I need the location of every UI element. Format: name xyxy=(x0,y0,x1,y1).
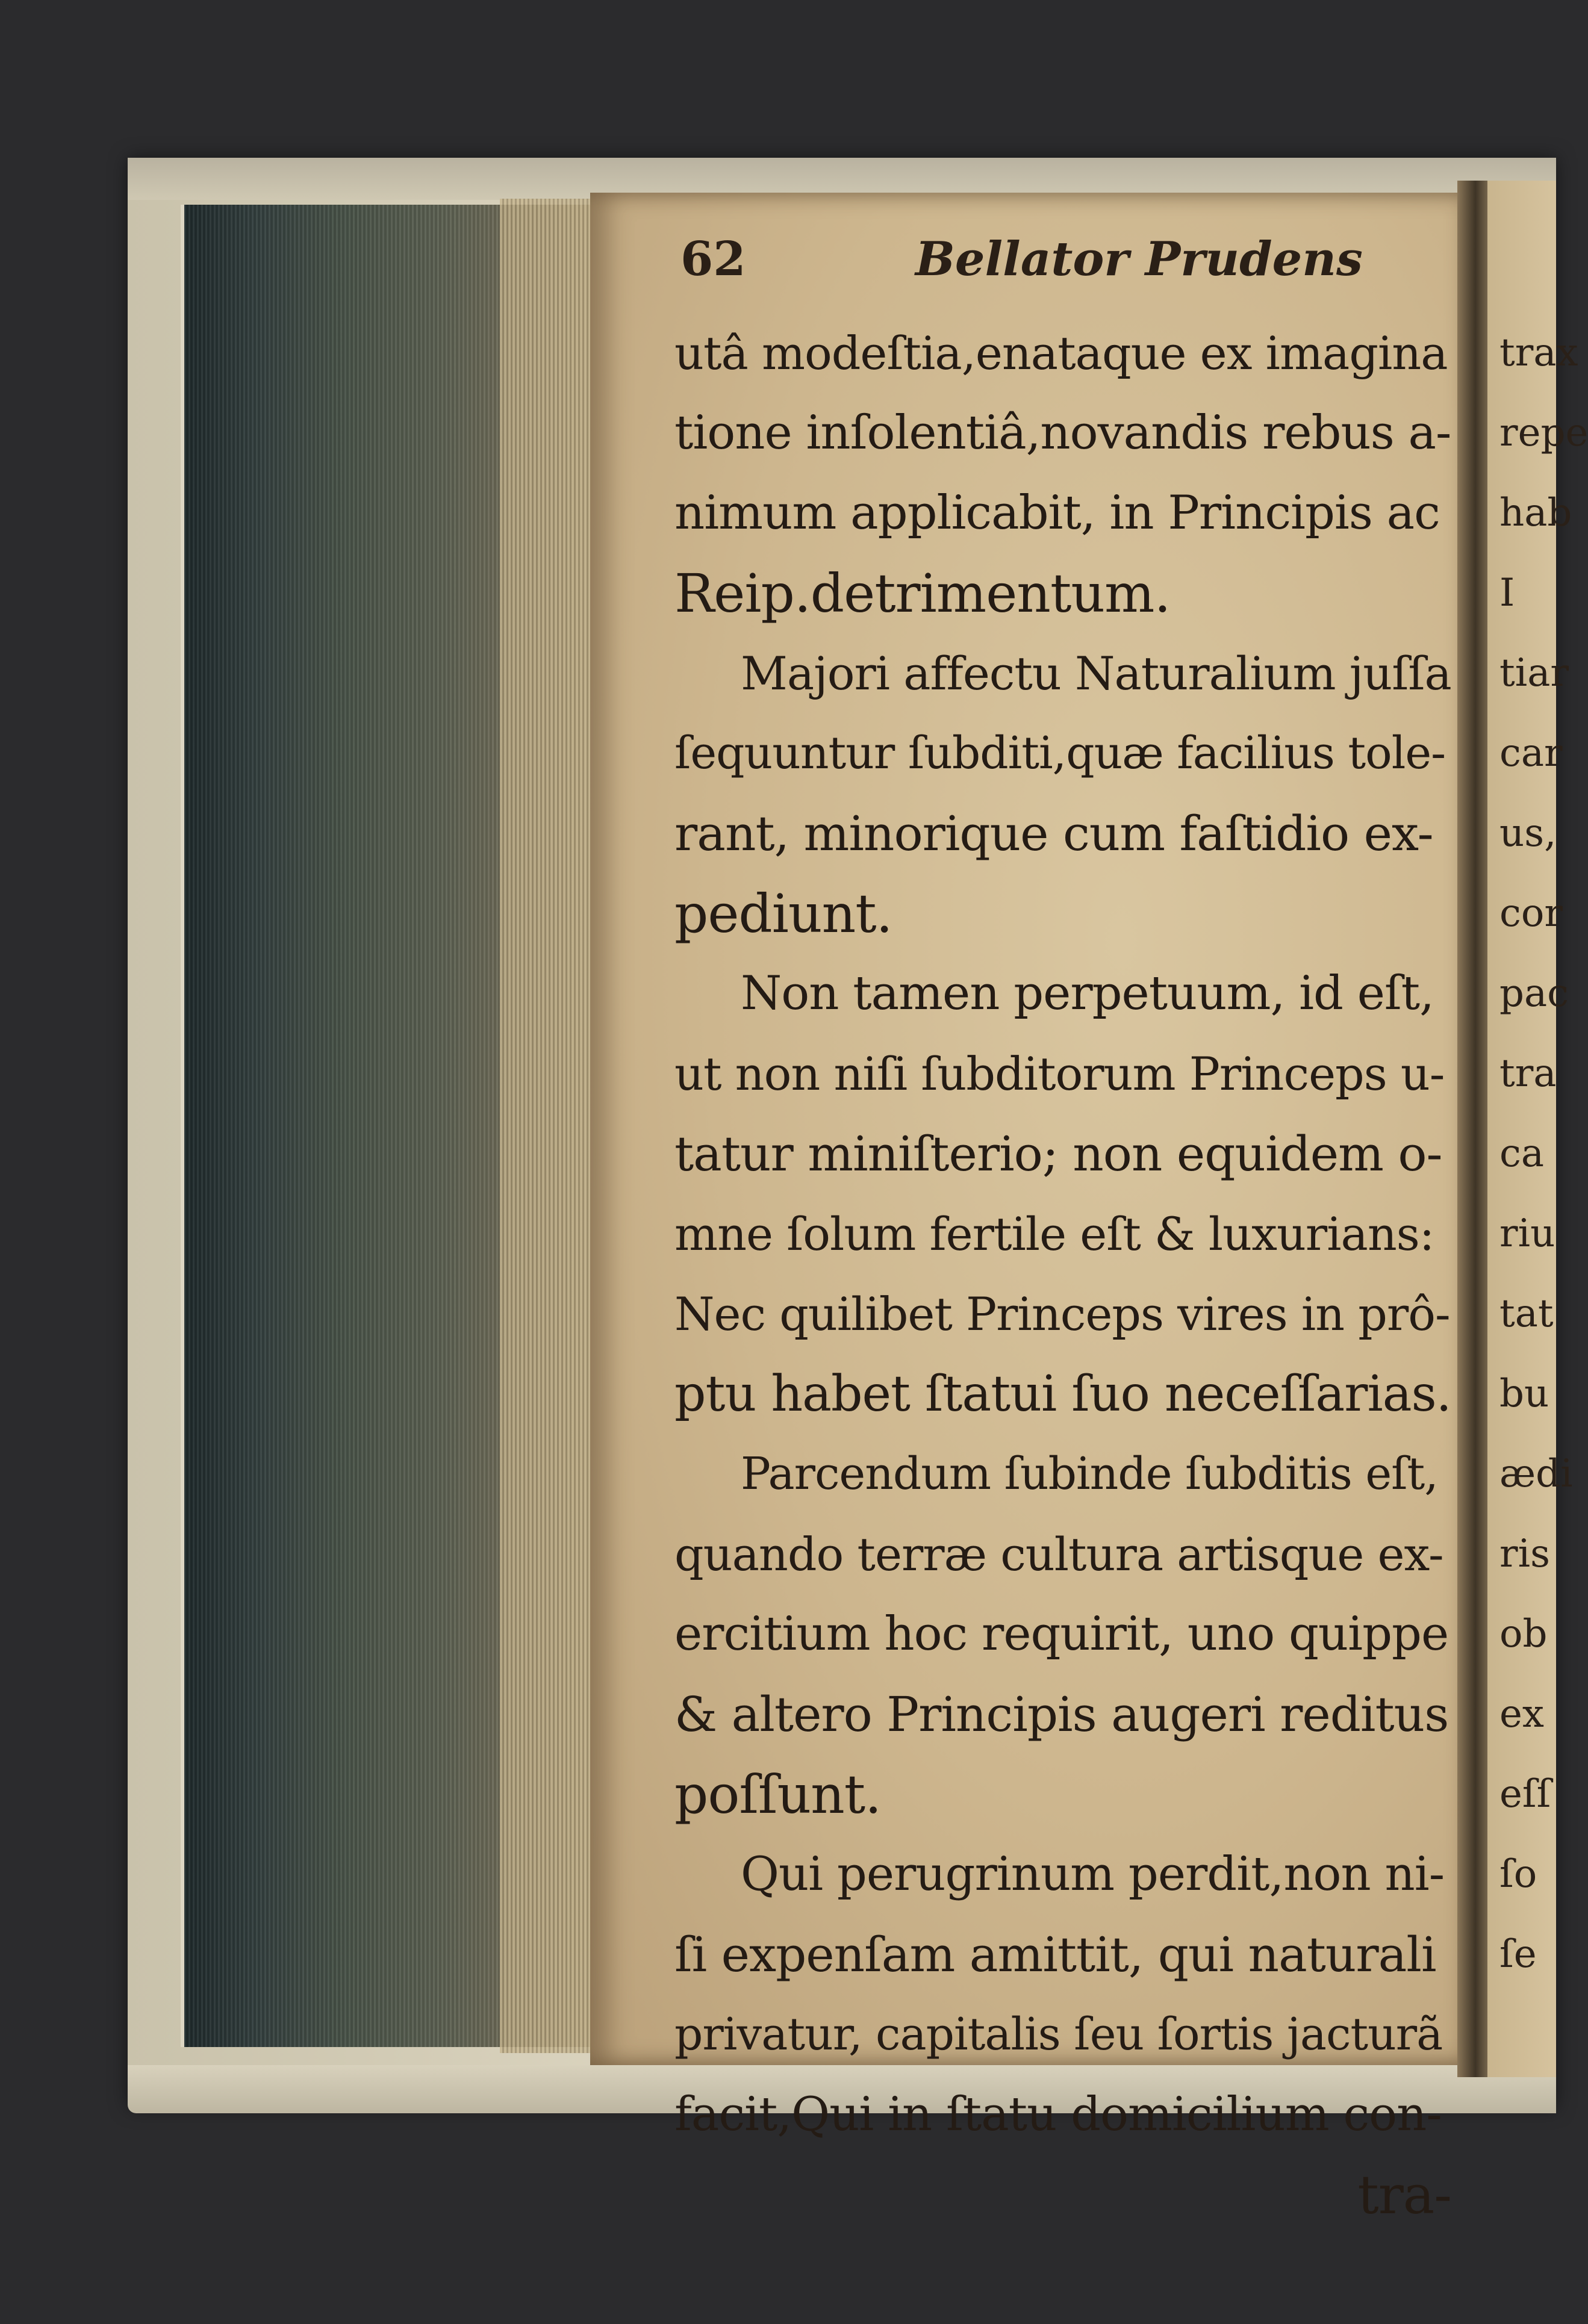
text-line: utâ modeſtia,enataque ex imagina xyxy=(674,326,1448,380)
text-line: Parcendum ſubinde ſubditis eſt, xyxy=(741,1448,1438,1500)
facing-text-fragment: bu xyxy=(1499,1372,1549,1416)
facing-text-fragment: riu xyxy=(1499,1211,1555,1256)
text-line: rant, minorique cum faſtidio ex- xyxy=(674,806,1433,862)
page-number: 62 xyxy=(680,232,746,287)
text-line: poſſunt. xyxy=(674,1763,882,1825)
text-line: Reip.detrimentum. xyxy=(674,562,1171,624)
text-line: tatur miniſterio; non equidem o- xyxy=(674,1126,1442,1182)
facing-text-fragment: pac xyxy=(1499,971,1569,1016)
facing-text-fragment: cor xyxy=(1499,891,1563,936)
facing-page-text xyxy=(1499,313,1588,1995)
text-line: ut non niſi ſubditorum Princeps u- xyxy=(674,1047,1445,1101)
facing-text-fragment: us, xyxy=(1499,811,1557,856)
facing-text-fragment: ſe xyxy=(1499,1932,1537,1977)
text-line: ptu habet ſtatui ſuo neceſſarias. xyxy=(674,1366,1451,1423)
facing-text-fragment: eſſ xyxy=(1499,1772,1551,1816)
text-line: Nec quilibet Princeps vires in prô- xyxy=(674,1287,1450,1341)
facing-text-fragment: I xyxy=(1499,571,1515,615)
facing-text-fragment: tra xyxy=(1499,1051,1557,1096)
text-line: Qui perugrinum perdit,non ni- xyxy=(741,1847,1445,1901)
facing-text-fragment: repe xyxy=(1499,411,1588,455)
text-line: quando terræ cultura artisque ex- xyxy=(674,1527,1443,1581)
facing-text-fragment: ædi xyxy=(1499,1452,1573,1496)
facing-text-fragment: ris xyxy=(1499,1532,1550,1576)
facing-text-fragment: ex xyxy=(1499,1692,1544,1736)
text-line: Non tamen perpetuum, id eſt, xyxy=(741,966,1434,1021)
facing-text-fragment: car xyxy=(1499,731,1563,775)
catchword: tra- xyxy=(1357,2164,1451,2226)
text-line: mne ſolum fertile eſt & luxurians: xyxy=(674,1207,1434,1261)
facing-text-fragment: ſo xyxy=(1499,1852,1537,1897)
text-line: tione inſolentiâ,novandis rebus a- xyxy=(674,406,1451,460)
text-line: ſi expenſam amittit, qui naturali xyxy=(674,1927,1436,1983)
facing-text-fragment: ca xyxy=(1499,1131,1544,1176)
text-line: pediunt. xyxy=(674,883,892,945)
facing-text-fragment: trax xyxy=(1499,331,1578,375)
page-header xyxy=(680,232,1403,298)
facing-text-fragment: tiar xyxy=(1499,651,1569,695)
text-line: facit,Qui in ſtatu domicilium con- xyxy=(674,2087,1442,2142)
running-head: Bellator Prudens xyxy=(915,232,1363,287)
text-line: nimum applicabit, in Principis ac xyxy=(674,486,1440,540)
text-line: ercitium hoc requirit, uno quippe xyxy=(674,1607,1449,1661)
text-line: ſequuntur ſubditi,quæ facilius tole- xyxy=(674,727,1446,779)
facing-text-fragment: tat xyxy=(1499,1291,1554,1336)
facing-text-fragment: ob xyxy=(1499,1612,1548,1656)
text-line: privatur, capitalis ſeu ſortis jacturã xyxy=(674,2009,1443,2060)
page-text xyxy=(674,313,1451,2235)
page-edges-inner xyxy=(500,199,596,2053)
facing-text-fragment: hab xyxy=(1499,491,1572,535)
text-line: & altero Principis augeri reditus xyxy=(674,1686,1449,1742)
text-line: Majori affectu Naturalium juſſa xyxy=(741,647,1451,700)
